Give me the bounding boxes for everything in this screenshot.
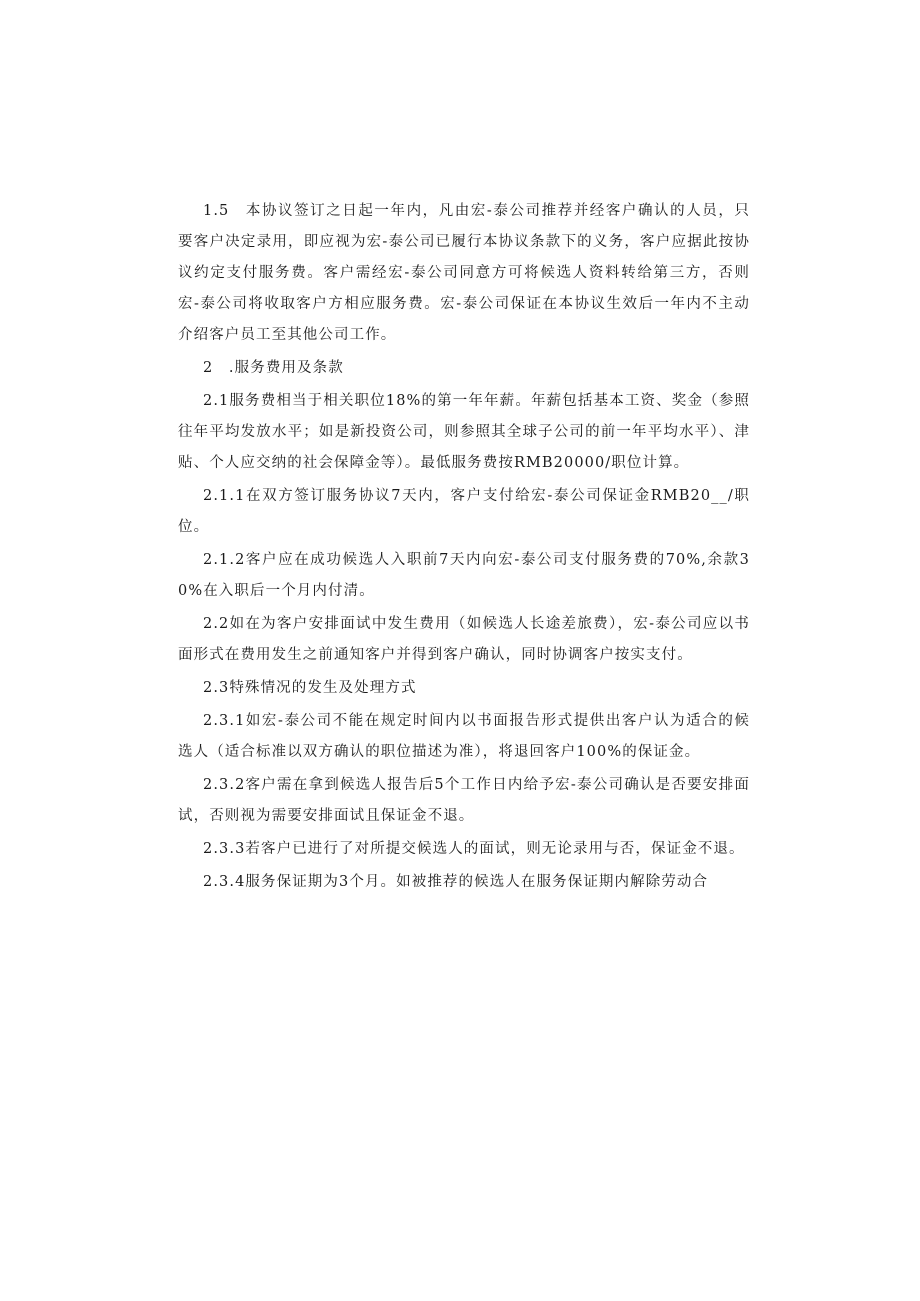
- clause-2-3-2: 2.3.2客户需在拿到候选人报告后5个工作日内给予宏-泰公司确认是否要安排面试，否则视为需要安排面试且保证金不退。: [178, 777, 750, 824]
- clause-2-3-1: 2.3.1如宏-泰公司不能在规定时间内以书面报告形式提供出客户认为适合的候选人（适合标准以双方确认的职位描述为准），将退回客户100%的保证金。: [178, 713, 750, 760]
- clause-2-3-4: 2.3.4服务保证期为3个月。如被推荐的候选人在服务保证期内解除劳动合: [203, 874, 709, 890]
- clause-2-1-1: 2.1.1在双方签订服务协议7天内，客户支付给宏-泰公司保证金RMB20__/职位。: [178, 488, 750, 535]
- document-page: [178, 196, 750, 898]
- clause-2-3-3: 2.3.3若客户已进行了对所提交候选人的面试，则无论录用与否，保证金不退。: [203, 841, 745, 857]
- clause-1-5: 1.5 本协议签订之日起一年内，凡由宏-泰公司推荐并经客户确认的人员，只要客户决定录用，即应视为宏-泰公司已履行本协议条款下的义务，客户应据此按协议约定支付服务费。客户需经宏-泰公司同意方可将候选人资料转给第三方，否则宏-泰公司将收取客户方相应服务费。宏-泰公司保证在本协议生效后一年内不主动介绍客户员工至其他公司工作。: [178, 203, 750, 343]
- clause-2-3: 2.3特殊情况的发生及处理方式: [203, 680, 417, 696]
- section-2-heading: 2 .服务费用及条款: [203, 360, 344, 376]
- clause-2-2: 2.2如在为客户安排面试中发生费用（如候选人长途差旅费），宏-泰公司应以书面形式在费用发生之前通知客户并得到客户确认，同时协调客户按实支付。: [178, 616, 750, 663]
- clause-2-1-2: 2.1.2客户应在成功候选人入职前7天内向宏-泰公司支付服务费的70%,余款30%在入职后一个月内付清。: [178, 552, 750, 599]
- clause-2-1: 2.1服务费相当于相关职位18%的第一年年薪。年薪包括基本工资、奖金（参照往年平均发放水平；如是新投资公司，则参照其全球子公司的前一年平均水平）、津贴、个人应交纳的社会保障金等）。最低服务费按RMB20000/职位计算。: [178, 393, 750, 471]
